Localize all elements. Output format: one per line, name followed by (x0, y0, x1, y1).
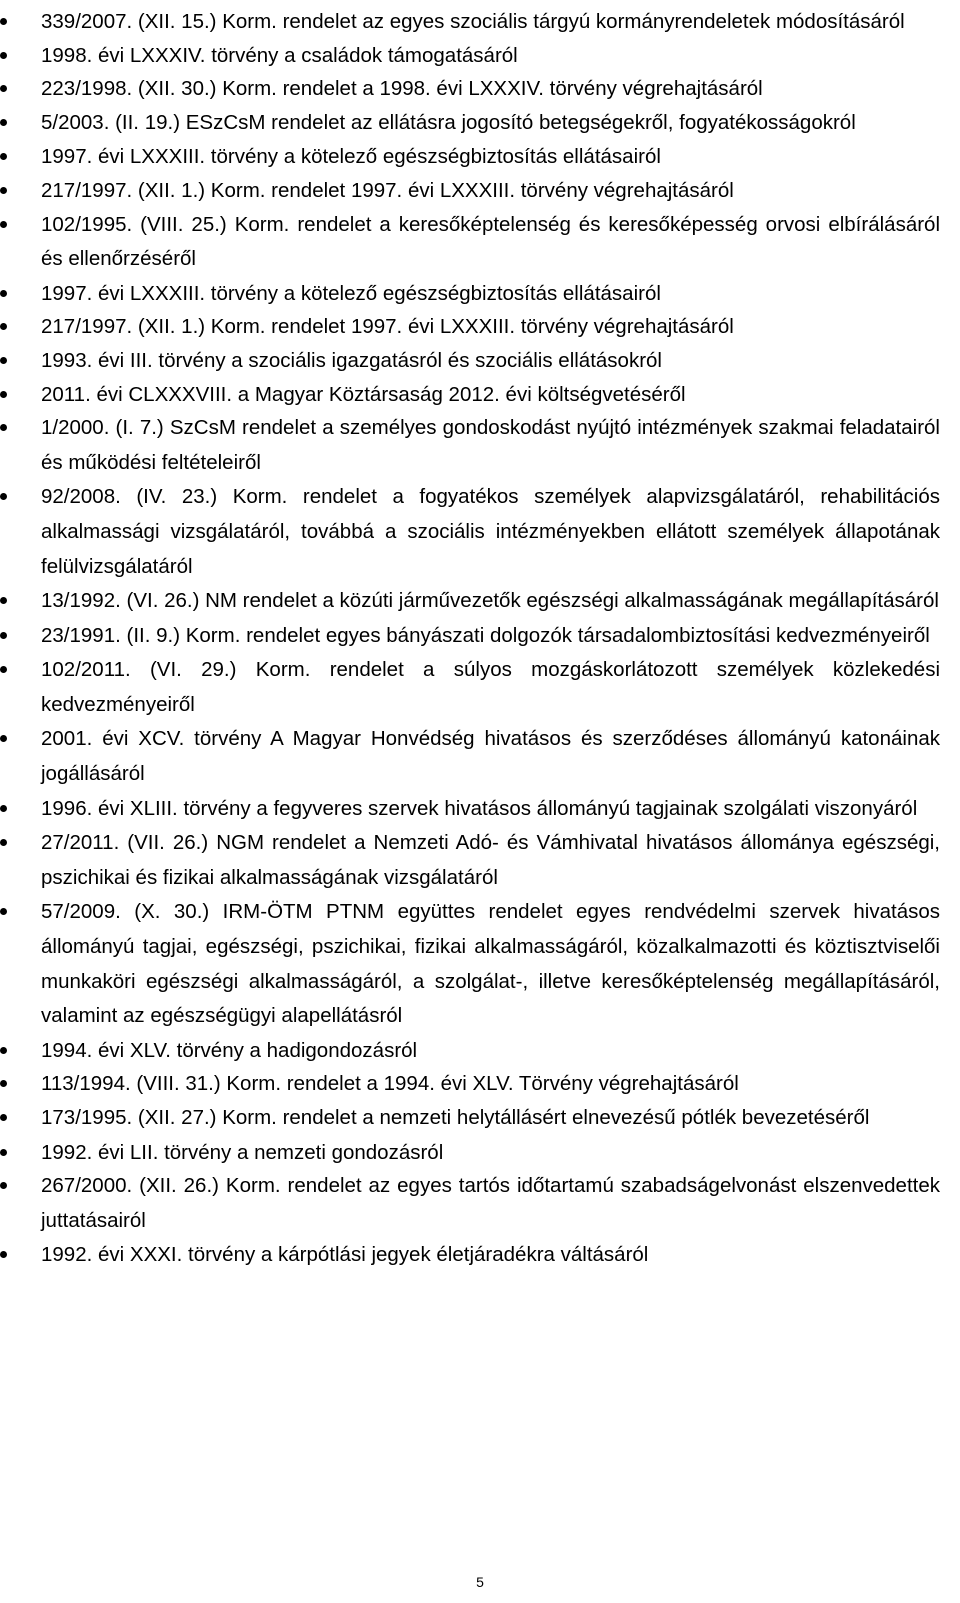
list-item-text: 1997. évi LXXXIII. törvény a kötelező egészségbiztosítás ellátásairól (41, 145, 661, 169)
list-item-text: 92/2008. (IV. 23.) Korm. rendelet a fogyatékos személyek alapvizsgálatáról, rehabilitációs alkalmassági vizsgálatáról, továbbá a szociális intézményekben ellátott személyek állapotának felülvizsgálatáról (41, 485, 940, 578)
list-item-text: 2001. évi XCV. törvény A Magyar Honvédség hivatásos és szerződéses állományú katonáinak jogállásáról (41, 727, 940, 786)
list-item (0, 344, 960, 378)
list-item-text: 1997. évi LXXXIII. törvény a kötelező egészségbiztosítás ellátásairól (41, 281, 661, 305)
list-item (0, 1169, 960, 1238)
bullet-icon (0, 52, 7, 59)
bullet-icon (0, 735, 7, 742)
list-item (0, 619, 960, 654)
bullet-icon (0, 357, 7, 364)
list-item-text: 223/1998. (XII. 30.) Korm. rendelet a 1998. évi LXXXIV. törvény végrehajtásáról (41, 77, 763, 101)
bullet-icon (0, 153, 7, 160)
list-item-text: 1996. évi XLIII. törvény a fegyveres szervek hivatásos állományú tagjainak szolgálati viszonyáról (41, 796, 918, 820)
bullet-icon (0, 290, 7, 297)
bullet-icon (0, 323, 7, 330)
list-item-text: 267/2000. (XII. 26.) Korm. rendelet az egyes tartós időtartamú szabadságelvonást elszenvedettek juttatásairól (41, 1174, 940, 1232)
list-item (0, 208, 960, 277)
list-item-text: 1993. évi III. törvény a szociális igazgatásról és szociális ellátásokról (41, 348, 662, 372)
list-item-text: 1992. évi LII. törvény a nemzeti gondozásról (41, 1140, 444, 1164)
list-item (0, 39, 960, 73)
bullet-icon (0, 391, 7, 398)
list-item (0, 826, 960, 895)
list-item (0, 106, 960, 141)
list-item-text: 102/2011. (VI. 29.) Korm. rendelet a súlyos mozgáskorlátozott személyek közlekedési kedvezményeiről (41, 658, 940, 716)
list-item-text: 217/1997. (XII. 1.) Korm. rendelet 1997. évi LXXXIII. törvény végrehajtásáról (41, 315, 734, 339)
list-item-text: 5/2003. (II. 19.) ESzCsM rendelet az ellátásra jogosító betegségekről, fogyatékosságokról (41, 110, 856, 134)
list-item-text: 23/1991. (II. 9.) Korm. rendelet egyes bányászati dolgozók társadalombiztosítási kedvezményeiről (41, 623, 930, 647)
bullet-icon (0, 119, 7, 126)
bullet-icon (0, 1182, 7, 1189)
bullet-icon (0, 839, 7, 846)
legislation-list (0, 5, 960, 1272)
list-item (0, 1067, 960, 1101)
list-item (0, 310, 960, 344)
list-item (0, 1034, 960, 1068)
bullet-icon (0, 424, 7, 431)
list-item (0, 653, 960, 722)
bullet-icon (0, 1114, 7, 1121)
bullet-icon (0, 597, 7, 604)
list-item (0, 1101, 960, 1136)
list-item-text: 1992. évi XXXI. törvény a kárpótlási jegyek életjáradékra váltásáról (41, 1243, 649, 1267)
list-item (0, 584, 960, 619)
bullet-icon (0, 666, 7, 673)
list-item (0, 722, 960, 791)
bullet-icon (0, 221, 7, 228)
list-item-text: 1998. évi LXXXIV. törvény a családok támogatásáról (41, 43, 518, 67)
bullet-icon (0, 632, 7, 639)
list-item (0, 1136, 960, 1170)
list-item (0, 1238, 960, 1272)
bullet-icon (0, 1047, 7, 1054)
list-item (0, 277, 960, 311)
list-item-text: 13/1992. (VI. 26.) NM rendelet a közúti járművezetők egészségi alkalmasságának megállapításáról (41, 589, 939, 613)
page-number: 5 (476, 1574, 484, 1590)
list-item-text: 173/1995. (XII. 27.) Korm. rendelet a nemzeti helytállásért elnevezésű pótlék bevezetéséről (41, 1106, 870, 1129)
list-item (0, 140, 960, 174)
bullet-icon (0, 187, 7, 194)
list-item (0, 792, 960, 827)
list-item (0, 411, 960, 480)
list-item-text: 57/2009. (X. 30.) IRM-ÖTM PTNM együttes rendelet egyes rendvédelmi szervek hivatásos állományú tagjai, egészségi, pszichikai, fizikai alkalmasságáról, közalkalmazotti és köztisztviselői munkaköri egészségi alkalmasságáról, a szolgálat-, illetve keresőképtelenség megállapításáról, valamint az egészségügyi alapellátásról (41, 900, 940, 1028)
list-item (0, 174, 960, 208)
list-item-text: 1994. évi XLV. törvény a hadigondozásról (41, 1038, 418, 1062)
list-item (0, 72, 960, 106)
bullet-icon (0, 18, 7, 25)
list-item-text: 113/1994. (VIII. 31.) Korm. rendelet a 1994. évi XLV. Törvény végrehajtásáról (41, 1072, 739, 1096)
list-item (0, 480, 960, 584)
list-item (0, 5, 960, 39)
bullet-icon (0, 908, 7, 915)
list-item (0, 895, 960, 1033)
bullet-icon (0, 85, 7, 92)
bullet-icon (0, 805, 7, 812)
bullet-icon (0, 1080, 7, 1087)
list-item-text: 27/2011. (VII. 26.) NGM rendelet a Nemzeti Adó- és Vámhivatal hivatásos állománya egészségi, pszichikai és fizikai alkalmasságának vizsgálatáról (41, 831, 940, 889)
list-item (0, 378, 960, 412)
list-item-text: 2011. évi CLXXXVIII. a Magyar Köztársaság 2012. évi költségvetéséről (41, 382, 686, 406)
bullet-icon (0, 493, 7, 500)
list-item-text: 102/1995. (VIII. 25.) Korm. rendelet a keresőképtelenség és keresőképesség orvosi elbírálásáról és ellenőrzéséről (41, 212, 940, 271)
list-item-text: 217/1997. (XII. 1.) Korm. rendelet 1997. évi LXXXIII. törvény végrehajtásáról (41, 178, 734, 202)
list-item-text: 339/2007. (XII. 15.) Korm. rendelet az egyes szociális tárgyú kormányrendeletek módosításáról (41, 10, 905, 33)
list-item-text: 1/2000. (I. 7.) SzCsM rendelet a személyes gondoskodást nyújtó intézmények szakmai feladatairól és működési feltételeiről (41, 416, 940, 474)
bullet-icon (0, 1149, 7, 1156)
bullet-icon (0, 1251, 7, 1258)
